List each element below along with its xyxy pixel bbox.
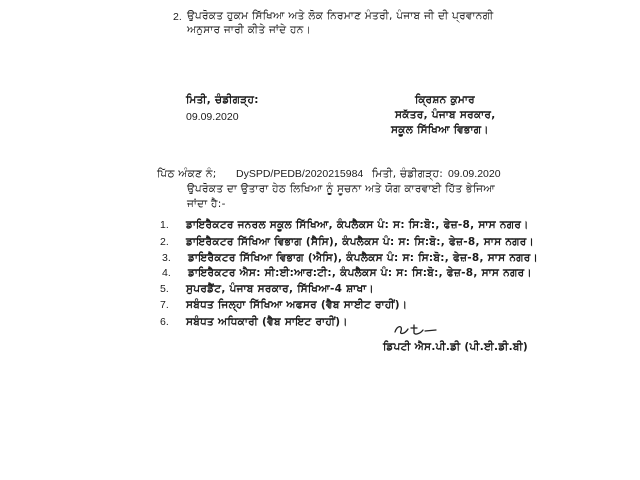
- signatory-designation: ਸਕੱਤਰ, ਪੰਜਾਬ ਸਰਕਾਰ,: [395, 109, 496, 121]
- recipient-text: ਡਾਇਰੈਕਟਰ ਐਸ: ਸੀ:ਈ:ਆਰ:ਟੀ:, ਕੰਪਲੈਕਸ ਪੰ: ਸ: ਸਿ:ਬੋ:, ਫੇਜ਼-8, ਸਾਸ ਨਗਰ।: [188, 267, 532, 279]
- signature-initials: [393, 322, 439, 338]
- endorsement-date-label: ਮਿਤੀ, ਚੰਡੀਗੜ੍ਹ:: [372, 168, 444, 180]
- recipient-number: 4.: [162, 267, 171, 279]
- recipient-text: ਸੁਪਰਡੈਂਟ, ਪੰਜਾਬ ਸਰਕਾਰ, ਸਿੱਖਿਆ-4 ਸ਼ਾਖਾ।: [186, 283, 374, 295]
- final-signatory-title: ਡਿਪਟੀ ਐਸ.ਪੀ.ਡੀ (ਪੀ.ਈ.ਡੀ.ਬੀ): [383, 341, 529, 353]
- signatory-name: ਕ੍ਰਿਸ਼ਨ ਕੁਮਾਰ: [415, 94, 475, 106]
- recipient-text: ਸਬੰਧਤ ਅਧਿਕਾਰੀ (ਵੈਬ ਸਾਇਟ ਰਾਹੀਂ)।: [186, 316, 348, 328]
- recipient-number: 5.: [160, 283, 169, 295]
- recipient-number: 1.: [160, 219, 169, 231]
- endorsement-intro-line-2: ਜਾਂਦਾ ਹੈ:-: [187, 198, 226, 210]
- para-number: 2.: [173, 11, 182, 23]
- endorsement-intro-line-1: ਉਪਰੋਕਤ ਦਾ ਉਤਾਰਾ ਹੇਠ ਲਿਖਿਆ ਨੂੰ ਸੂਚਨਾ ਅਤੇ ਯੋਗ ਕਾਰਵਾਈ ਹਿੱਤ ਭੇਜਿਆ: [187, 183, 496, 195]
- recipient-number: 2.: [160, 236, 169, 248]
- first-date: 09.09.2020: [186, 111, 239, 123]
- recipient-text: ਡਾਇਰੈਕਟਰ ਸਿੱਖਿਆ ਵਿਭਾਗ (ਐਸਿ), ਕੰਪਲੈਕਸ ਪੰ: ਸ: ਸਿ:ਬੋ:, ਫੇਜ਼-8, ਸਾਸ ਨਗਰ।: [188, 252, 538, 264]
- endorsement-date: 09.09.2020: [448, 168, 501, 180]
- signatory-department: ਸਕੂਲ ਸਿੱਖਿਆ ਵਿਭਾਗ।: [391, 124, 489, 136]
- first-date-label: ਮਿਤੀ, ਚੰਡੀਗੜ੍ਹ:: [186, 94, 259, 106]
- recipient-text: ਡਾਇਰੈਕਟਰ ਜਨਰਲ ਸਕੂਲ ਸਿੱਖਿਆ, ਕੰਪਲੈਕਸ ਪੰ: ਸ: ਸਿ:ਬੋ:, ਫੇਜ਼-8, ਸਾਸ ਨਗਰ।: [186, 219, 529, 231]
- recipient-text: ਸਬੰਧਤ ਜਿਲ੍ਹਾ ਸਿੱਖਿਆ ਅਫਸਰ (ਵੈਬ ਸਾਈਟ ਰਾਹੀਂ)।: [186, 299, 408, 311]
- recipient-number: 6.: [160, 316, 169, 328]
- para-line-2: ਅਨੁਸਾਰ ਜਾਰੀ ਕੀਤੇ ਜਾਂਦੇ ਹਨ।: [187, 24, 311, 36]
- recipient-number: 7.: [160, 299, 169, 311]
- recipient-text: ਡਾਇਰੈਕਟਰ ਸਿੱਖਿਆ ਵਿਭਾਗ (ਸੈਸਿ), ਕੰਪਲੈਕਸ ਪੰ: ਸ: ਸਿ:ਬੋ:, ਫੇਜ਼-8, ਸਾਸ ਨਗਰ।: [186, 236, 534, 248]
- endorsement-ref-number: DySPD/PEDB/2020215984: [236, 168, 364, 180]
- para-line-1: ਉਪਰੋਕਤ ਹੁਕਮ ਸਿੱਖਿਆ ਅਤੇ ਲੋਕ ਨਿਰਮਾਣ ਮੰਤਰੀ, ਪੰਜਾਬ ਜੀ ਦੀ ਪ੍ਰਵਾਨਗੀ: [187, 10, 494, 22]
- endorsement-ref-label: ਪਿੱਠ ਅੰਕਣ ਨੰ;: [157, 168, 217, 180]
- recipient-number: 3.: [162, 252, 171, 264]
